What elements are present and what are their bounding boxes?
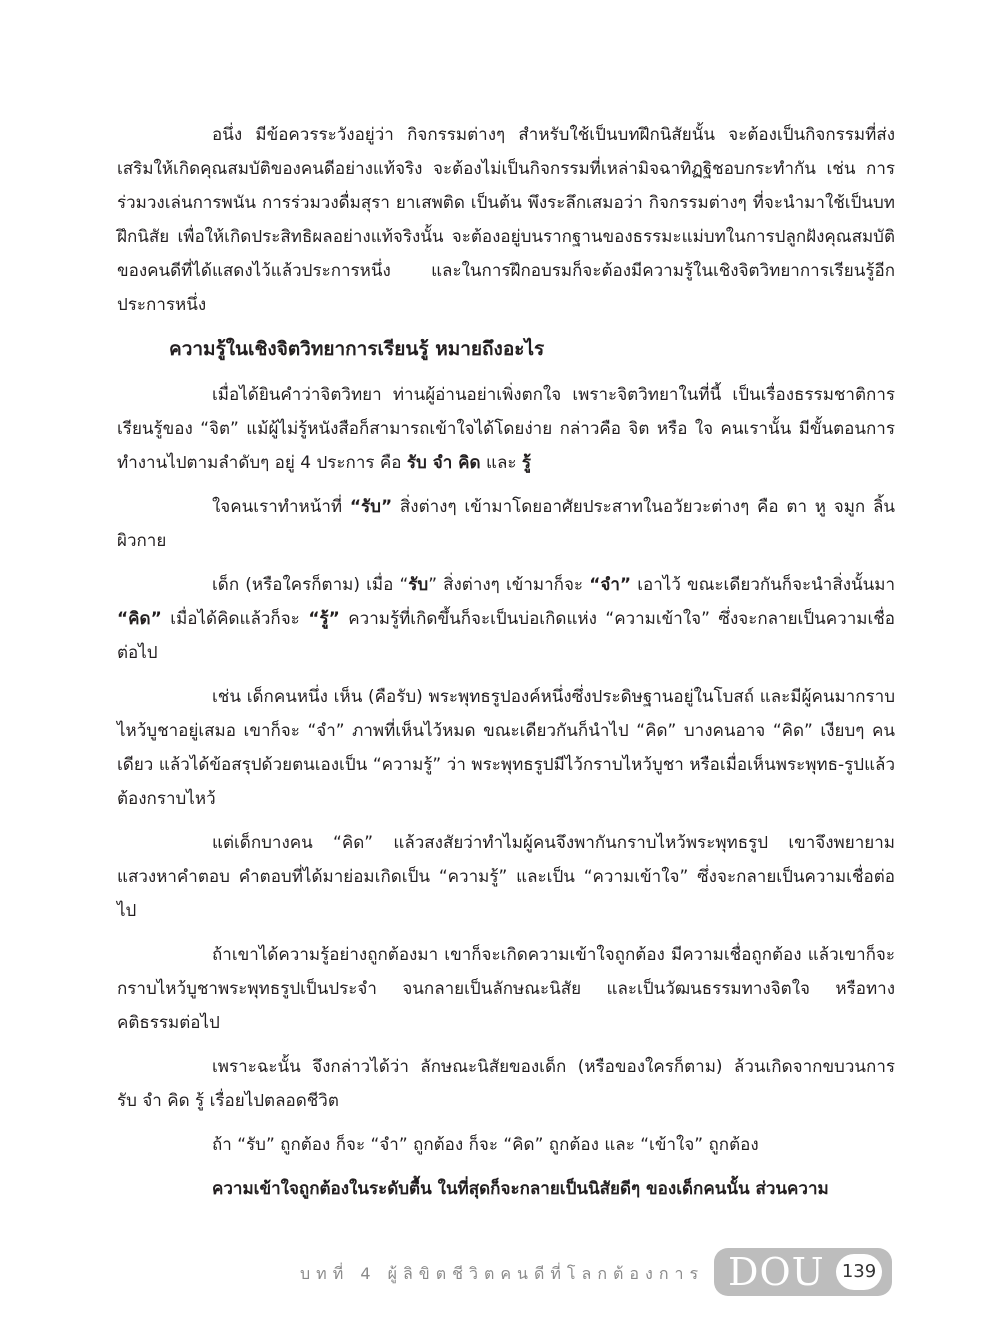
chapter-title: บทที่ 4 ผู้ลิขิตชีวิตคนดีที่โลกต้องการ	[300, 1264, 705, 1283]
child-term-think: “คิด”	[117, 609, 162, 629]
paragraph-psychology	[117, 378, 895, 480]
child-text-i: ความรู้ที่เกิดขึ้นก็จะเป็นบ่อเกิดแห่ง “ความเข้าใจ” ซึ่งจะกลายเป็นความเชื่อต่อไป	[117, 609, 896, 663]
receive-text-c: สิ่งต่างๆ เข้ามาโดยอาศัยประสาทในอวัยวะต่างๆ คือ ตา หู จมูก ลิ้น ผิวกาย	[117, 497, 896, 551]
page-footer	[300, 1248, 900, 1300]
paragraph-conclusion: ความเข้าใจถูกต้องในระดับตื้น ในที่สุดก็จะกลายเป็นนิสัยดีๆ ของเด็กคนนั้น ส่วนความ	[212, 1179, 829, 1199]
term-and: และ	[485, 453, 517, 473]
dou-logo: DOU	[728, 1250, 825, 1294]
receive-text-a: ใจคนเราทำหน้าที่	[212, 497, 343, 517]
paragraph-correct: ถ้าเขาได้ความรู้อย่างถูกต้องมา เขาก็จะเกิดความเข้าใจถูกต้อง มีความเชื่อถูกต้อง แล้วเขาก็จะกราบไหว้บูชาพระพุทธรูปเป็นประจำ จนกลายเป็นลักษณะนิสัย และเป็นวัฒนธรรมทางจิตใจ หรือทางคติธรรมต่อไป	[117, 945, 895, 1033]
child-term-remember: “จำ”	[589, 575, 632, 595]
paragraph-child	[117, 568, 895, 670]
section-heading: ความรู้ในเชิงจิตวิทยาการเรียนรู้ หมายถึงอะไร	[169, 338, 545, 360]
child-text-c: ” สิ่งต่างๆ เข้ามาก็จะ	[428, 575, 584, 595]
paragraph-chain: ถ้า “รับ” ถูกต้อง ก็จะ “จำ” ถูกต้อง ก็จะ “คิด” ถูกต้อง และ “เข้าใจ” ถูกต้อง	[212, 1135, 759, 1155]
child-text-g: เมื่อได้คิดแล้วก็จะ	[170, 609, 300, 629]
paragraph-caution: อนึ่ง มีข้อควรระวังอยู่ว่า กิจกรรมต่างๆ สำหรับใช้เป็นบทฝึกนิสัยนั้น จะต้องเป็นกิจกรรมที่ส่งเสริมให้เกิดคุณสมบัติของคนดีอย่างแท้จริง จะต้องไม่เป็นกิจกรรมที่เหล่ามิจฉาทิฏฐิชอบกระทำกัน เช่น การร่วมวงเล่นการพนัน การร่วมวงดื่มสุรา ยาเสพติด เป็นต้น พึงระลึกเสมอว่า กิจกรรมต่างๆ ที่จะนำมาใช้เป็นบทฝึกนิสัย เพื่อให้เกิดประสิทธิผลอย่างแท้จริงนั้น จะต้องอยู่บนรากฐานของธรรมะแม่บทในการปลูกฝังคุณสมบัติของคนดีที่ได้แสดงไว้แล้วประการหนึ่ง และในการฝึกอบรมก็จะต้องมีความรู้ในเชิงจิตวิทยาการเรียนรู้อีกประการหนึ่ง	[117, 125, 895, 315]
term-list: รับ จำ คิด	[406, 453, 481, 473]
child-term-know: “รู้”	[308, 609, 340, 629]
child-text-a: เด็ก (หรือใครก็ตาม) เมื่อ “	[212, 575, 409, 595]
paragraph-example: เช่น เด็กคนหนึ่ง เห็น (คือรับ) พระพุทธรูปองค์หนึ่งซึ่งประดิษฐานอยู่ในโบสถ์ และมีผู้คนมากราบไหว้บูชาอยู่เสมอ เขาก็จะ “จำ” ภาพที่เห็นไว้หมด ขณะเดียวกันก็นำไป “คิด” บางคนอาจ “คิด” เงียบๆ คนเดียว แล้วได้ข้อสรุปด้วยตนเองเป็น “ความรู้” ว่า พระพุทธรูปมีไว้กราบไหว้บูชา หรือเมื่อเห็นพระพุทธ-รูปแล้วต้องกราบไหว้	[117, 687, 895, 809]
paragraph-therefore: เพราะฉะนั้น จึงกล่าวได้ว่า ลักษณะนิสัยของเด็ก (หรือของใครก็ตาม) ล้วนเกิดจากขบวนการ รับ จำ คิด รู้ เรื่อยไปตลอดชีวิต	[117, 1057, 895, 1111]
dou-badge	[714, 1248, 892, 1296]
term-know: รู้	[521, 453, 532, 473]
paragraph-psychology-text: เมื่อได้ยินคำว่าจิตวิทยา ท่านผู้อ่านอย่าเพิ่งตกใจ เพราะจิตวิทยาในที่นี้ เป็นเรื่องธรรมชาติการเรียนรู้ของ “จิต” แม้ผู้ไม่รู้หนังสือก็สามารถเข้าใจได้โดยง่าย กล่าวคือ จิต หรือ ใจ คนเรานั้น มีขั้นตอนการทำงานไปตามลำดับๆ อยู่ 4 ประการ คือ	[117, 385, 895, 473]
child-text-e: เอาไว้ ขณะเดียวกันก็จะนำสิ่งนั้นมา	[637, 575, 896, 595]
receive-term: “รับ”	[349, 497, 393, 517]
paragraph-receive	[117, 490, 895, 558]
body-text	[117, 118, 895, 1216]
page-number: 139	[836, 1254, 882, 1290]
paragraph-question: แต่เด็กบางคน “คิด” แล้วสงสัยว่าทำไมผู้คนจึงพากันกราบไหว้พระพุทธรูป เขาจึงพยายามแสวงหาคำตอบ คำตอบที่ได้มาย่อมเกิดเป็น “ความรู้” และเป็น “ความเข้าใจ” ซึ่งจะกลายเป็นความเชื่อต่อไป	[117, 833, 895, 921]
child-term-receive: รับ	[408, 575, 429, 595]
